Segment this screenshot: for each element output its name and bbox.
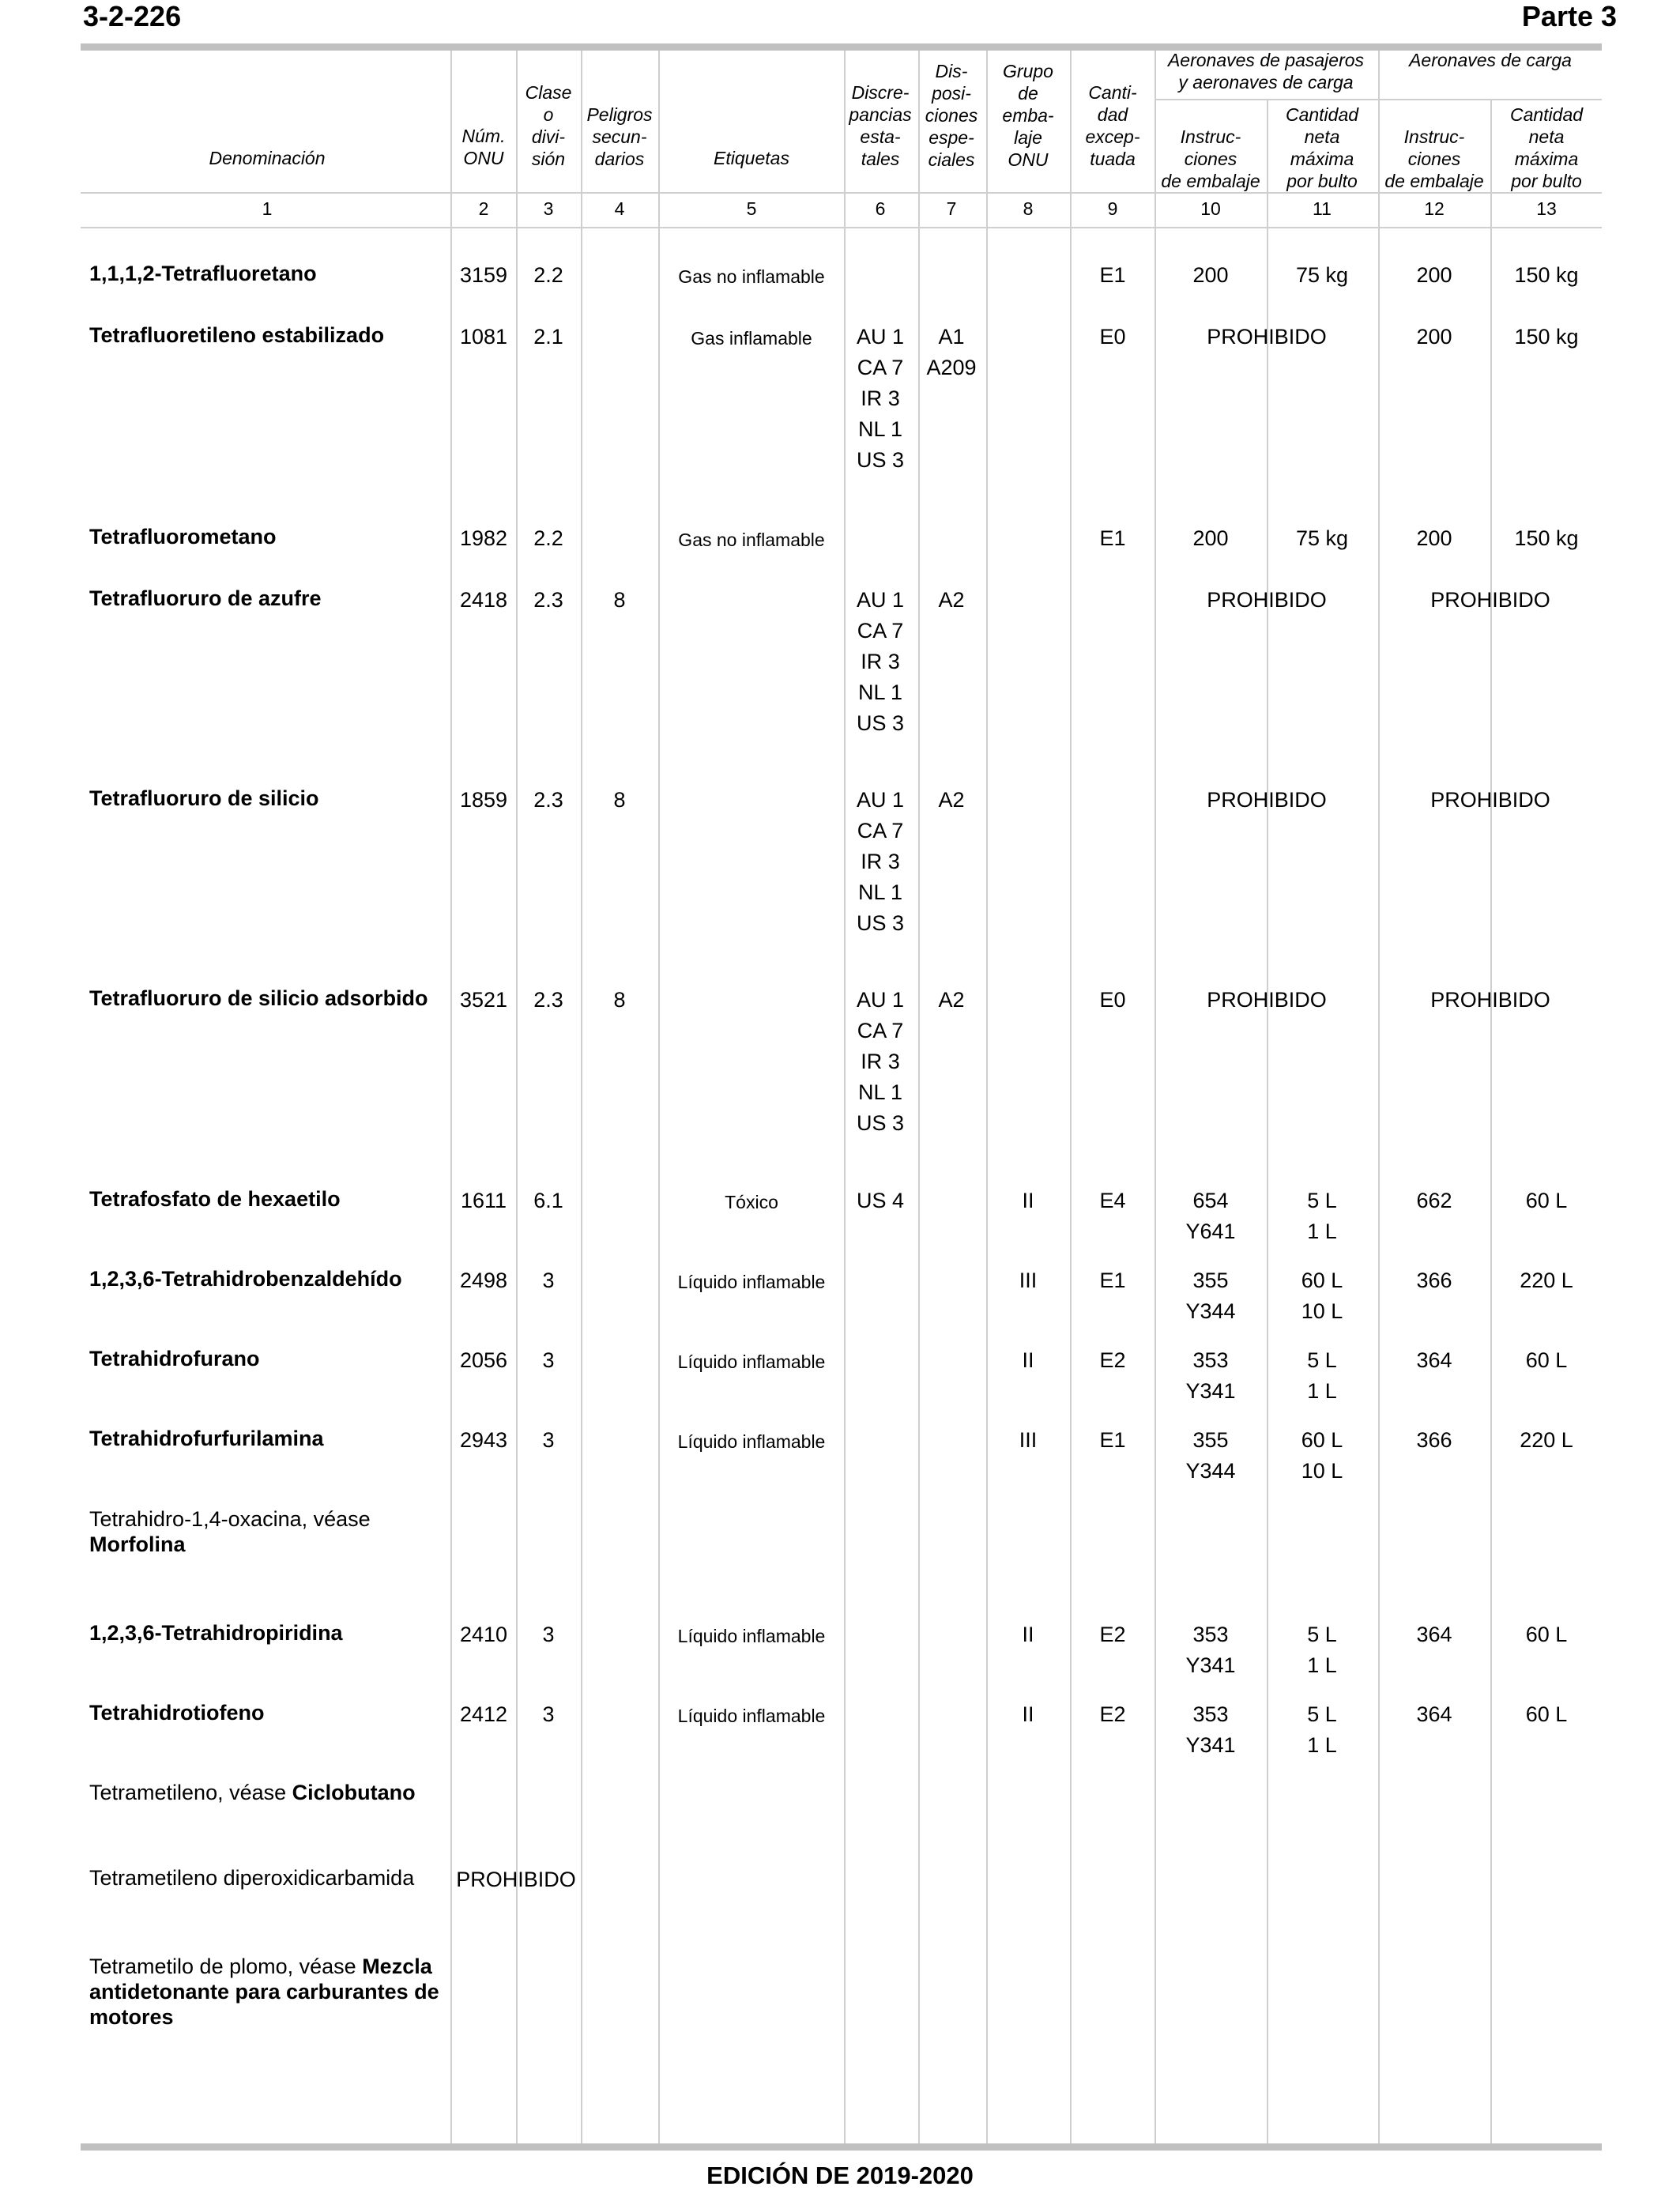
substance-name-bold: 1,2,3,6-Tetrahidrobenzaldehído [89, 1267, 402, 1291]
un-number: 2056 [459, 1348, 508, 1372]
secondary-hazard: 8 [613, 788, 626, 812]
column-number: 11 [1313, 198, 1332, 219]
class-division: 3 [542, 1702, 555, 1726]
max-quantity-cargo: 220 L [1520, 1428, 1573, 1452]
un-number: 2410 [459, 1623, 508, 1646]
un-number: 3521 [459, 988, 508, 1012]
forbidden-cargo: PROHIBIDO [1430, 588, 1550, 612]
max-quantity-passenger: 75 kg [1295, 263, 1349, 287]
column-divider [1267, 99, 1268, 2143]
state-discrepancies: US 4 [856, 1189, 905, 1212]
class-division: 2.2 [533, 263, 563, 287]
secondary-hazard: 8 [613, 588, 626, 612]
col-header-pi-cargo: Instruc- ciones de embalaje [1384, 126, 1484, 191]
max-quantity-cargo: 60 L [1525, 1623, 1568, 1646]
special-provisions: A2 [938, 788, 965, 812]
substance-name [89, 1780, 449, 1805]
substance-name-bold: Morfolina [89, 1532, 186, 1556]
un-number: 1982 [459, 526, 508, 550]
hazard-label: Líquido inflamable [677, 1706, 826, 1726]
packing-instruction-cargo: 200 [1416, 526, 1452, 550]
substance-name-bold: Tetrafosfato de hexaetilo [89, 1187, 341, 1211]
column-number: 10 [1200, 198, 1221, 219]
column-divider [516, 51, 518, 2143]
max-quantity-passenger: 60 L 10 L [1301, 1428, 1343, 1483]
column-divider [1155, 51, 1156, 2143]
class-division: 3 [542, 1348, 555, 1372]
max-quantity-cargo: 220 L [1520, 1269, 1573, 1292]
forbidden-passenger: PROHIBIDO [1207, 325, 1327, 349]
packing-instruction-cargo: 662 [1416, 1189, 1452, 1212]
max-quantity-passenger: 5 L 1 L [1307, 1189, 1337, 1243]
top-rule [81, 43, 1602, 51]
substance-name [89, 1186, 449, 1212]
substance-name-bold: Ciclobutano [292, 1781, 416, 1804]
max-quantity-cargo: 150 kg [1514, 263, 1579, 287]
column-number: 2 [478, 198, 489, 219]
max-quantity-cargo: 150 kg [1514, 526, 1579, 550]
column-number: 13 [1536, 198, 1557, 219]
substance-name-bold: Tetrafluoruro de azufre [89, 586, 322, 610]
packing-instruction-cargo: 366 [1416, 1269, 1452, 1292]
group-header-cargo: Aeronaves de carga [1409, 50, 1572, 70]
class-division: 2.3 [533, 588, 563, 612]
col-header-discrepancies: Discre- pancias esta- tales [849, 82, 912, 169]
un-number: 1081 [459, 325, 508, 349]
forbidden-all: PROHIBIDO [456, 1868, 576, 1891]
page-number: 3-2-226 [83, 0, 182, 32]
substance-name [89, 1700, 449, 1725]
column-divider [986, 51, 988, 2143]
col-header-qty-passenger: Cantidad neta máxima por bulto [1285, 104, 1359, 191]
substance-name-bold: Mezcla antidetonante para carburantes de motores [89, 1955, 439, 2029]
un-number: 3159 [459, 263, 508, 287]
un-number: 2412 [459, 1702, 508, 1726]
substance-name [89, 1266, 449, 1291]
bottom-rule [81, 2143, 1602, 2151]
class-division: 6.1 [533, 1189, 563, 1212]
substance-name [89, 1865, 449, 1891]
substance-name-bold: Tetrafluoretileno estabilizado [89, 323, 385, 347]
max-quantity-cargo: 60 L [1525, 1702, 1568, 1726]
row-divider [1155, 99, 1378, 100]
packing-instruction-passenger: 353 Y341 [1185, 1348, 1236, 1403]
substance-name-bold: 1,2,3,6-Tetrahidropiridina [89, 1621, 343, 1645]
column-number: 12 [1424, 198, 1445, 219]
packing-instruction-passenger: 200 [1192, 263, 1229, 287]
max-quantity-cargo: 60 L [1525, 1189, 1568, 1212]
packing-group: II [1022, 1189, 1034, 1212]
hazard-label: Gas no inflamable [678, 530, 825, 550]
excepted-quantity: E4 [1099, 1189, 1126, 1212]
max-quantity-passenger: 5 L 1 L [1307, 1623, 1337, 1677]
part-title: Parte 3 [1521, 0, 1617, 32]
substance-name [89, 1426, 449, 1451]
special-provisions: A1 A209 [926, 325, 977, 379]
column-number: 3 [543, 198, 554, 219]
class-division: 2.1 [533, 325, 563, 349]
column-number: 6 [875, 198, 886, 219]
substance-name-bold: 1,1,1,2-Tetrafluoretano [89, 262, 317, 285]
col-header-class: Clase o divi- sión [525, 82, 572, 169]
packing-instruction-cargo: 200 [1416, 325, 1452, 349]
substance-name-text: Tetrahidro-1,4-oxacina, véase [89, 1507, 371, 1531]
substance-name [89, 786, 449, 811]
substance-name [89, 1620, 449, 1646]
col-header-un: Núm. ONU [461, 126, 506, 168]
un-number: 1859 [459, 788, 508, 812]
column-divider [844, 51, 846, 2143]
row-divider [81, 192, 1602, 194]
edition-footer: EDICIÓN DE 2019-2020 [706, 2162, 974, 2189]
excepted-quantity: E0 [1099, 325, 1126, 349]
hazard-label: Líquido inflamable [677, 1626, 826, 1646]
packing-instruction-passenger: 353 Y341 [1185, 1702, 1236, 1757]
hazard-label: Gas no inflamable [678, 266, 825, 287]
max-quantity-cargo: 60 L [1525, 1348, 1568, 1372]
hazard-label: Tóxico [725, 1192, 778, 1212]
column-number: 1 [262, 198, 273, 219]
state-discrepancies: AU 1 CA 7 IR 3 NL 1 US 3 [856, 325, 905, 472]
column-divider [918, 51, 920, 2143]
class-division: 2.3 [533, 988, 563, 1012]
forbidden-passenger: PROHIBIDO [1207, 588, 1327, 612]
packing-instruction-passenger: 355 Y344 [1185, 1428, 1236, 1483]
excepted-quantity: E2 [1099, 1623, 1126, 1646]
excepted-quantity: E1 [1099, 1269, 1126, 1292]
substance-name-bold: Tetrahidrotiofeno [89, 1701, 265, 1725]
row-divider [81, 227, 1602, 228]
col-header-packing-group: Grupo de emba- laje ONU [1002, 61, 1054, 170]
substance-name [89, 322, 449, 348]
excepted-quantity: E1 [1099, 1428, 1126, 1452]
max-quantity-passenger: 75 kg [1295, 526, 1349, 550]
max-quantity-passenger: 5 L 1 L [1307, 1348, 1337, 1403]
substance-name-bold: Tetrafluorometano [89, 525, 277, 548]
class-division: 3 [542, 1428, 555, 1452]
packing-instruction-cargo: 364 [1416, 1623, 1452, 1646]
max-quantity-cargo: 150 kg [1514, 325, 1579, 349]
column-divider [658, 51, 660, 2143]
hazard-label: Líquido inflamable [677, 1272, 826, 1292]
class-division: 2.3 [533, 788, 563, 812]
packing-instruction-cargo: 364 [1416, 1348, 1452, 1372]
state-discrepancies: AU 1 CA 7 IR 3 NL 1 US 3 [856, 988, 905, 1135]
forbidden-passenger: PROHIBIDO [1207, 988, 1327, 1012]
un-number: 2418 [459, 588, 508, 612]
packing-group: III [1019, 1428, 1038, 1452]
packing-instruction-cargo: 366 [1416, 1428, 1452, 1452]
excepted-quantity: E1 [1099, 263, 1126, 287]
substance-name-bold: Tetrahidrofurano [89, 1347, 260, 1370]
substance-name [89, 1346, 449, 1371]
state-discrepancies: AU 1 CA 7 IR 3 NL 1 US 3 [856, 588, 905, 735]
col-header-secondary: Peligros secun- darios [586, 104, 653, 169]
col-header-pi-passenger: Instruc- ciones de embalaje [1161, 126, 1260, 191]
substance-name-bold: Tetrafluoruro de silicio [89, 786, 319, 810]
packing-group: III [1019, 1269, 1038, 1292]
column-divider [1070, 51, 1072, 2143]
substance-name [89, 261, 449, 286]
substance-name-text: Tetrametileno, véase [89, 1781, 292, 1804]
hazard-label: Líquido inflamable [677, 1431, 826, 1452]
excepted-quantity: E2 [1099, 1348, 1126, 1372]
column-divider [450, 51, 452, 2143]
substance-name-text: Tetrametileno diperoxidicarbamida [89, 1866, 415, 1890]
column-divider [581, 51, 582, 2143]
class-division: 3 [542, 1623, 555, 1646]
substance-name [89, 986, 449, 1011]
packing-group: II [1022, 1623, 1034, 1646]
secondary-hazard: 8 [613, 988, 626, 1012]
column-number: 5 [746, 198, 757, 219]
un-number: 2498 [459, 1269, 508, 1292]
un-number: 1611 [460, 1189, 507, 1212]
column-number: 8 [1023, 198, 1034, 219]
column-number: 4 [614, 198, 625, 219]
substance-name-bold: Tetrafluoruro de silicio adsorbido [89, 986, 428, 1010]
col-header-name: Denominación [209, 148, 326, 168]
hazard-label: Líquido inflamable [677, 1351, 826, 1372]
un-number: 2943 [459, 1428, 508, 1452]
col-header-special: Dis- posi- ciones espe- ciales [925, 61, 978, 170]
column-number: 7 [946, 198, 957, 219]
packing-instruction-passenger: 353 Y341 [1185, 1623, 1236, 1677]
packing-instruction-cargo: 364 [1416, 1702, 1452, 1726]
special-provisions: A2 [938, 988, 965, 1012]
substance-name [89, 524, 449, 549]
excepted-quantity: E2 [1099, 1702, 1126, 1726]
forbidden-cargo: PROHIBIDO [1430, 788, 1550, 812]
forbidden-passenger: PROHIBIDO [1207, 788, 1327, 812]
substance-name [89, 1954, 449, 2030]
col-header-qty-cargo: Cantidad neta máxima por bulto [1509, 104, 1584, 191]
packing-instruction-passenger: 355 Y344 [1185, 1269, 1236, 1323]
substance-name [89, 1506, 449, 1557]
class-division: 2.2 [533, 526, 563, 550]
class-division: 3 [542, 1269, 555, 1292]
packing-group: II [1022, 1348, 1034, 1372]
substance-name-bold: Tetrahidrofurfurilamina [89, 1427, 324, 1450]
max-quantity-passenger: 5 L 1 L [1307, 1702, 1337, 1757]
column-number: 9 [1107, 198, 1118, 219]
column-divider [1490, 99, 1492, 2143]
col-header-excepted: Canti- dad excep- tuada [1085, 82, 1140, 169]
group-header-passenger: Aeronaves de pasajeros y aeronaves de carga [1167, 50, 1365, 92]
hazard-label: Gas inflamable [691, 328, 812, 349]
state-discrepancies: AU 1 CA 7 IR 3 NL 1 US 3 [856, 788, 905, 935]
excepted-quantity: E0 [1099, 988, 1126, 1012]
packing-instruction-passenger: 654 Y641 [1185, 1189, 1236, 1243]
substance-name-text: Tetrametilo de plomo, véase [89, 1955, 363, 1978]
max-quantity-passenger: 60 L 10 L [1301, 1269, 1343, 1323]
packing-group: II [1022, 1702, 1034, 1726]
forbidden-cargo: PROHIBIDO [1430, 988, 1550, 1012]
col-header-labels: Etiquetas [714, 148, 789, 168]
row-divider [1378, 99, 1602, 100]
packing-instruction-cargo: 200 [1416, 263, 1452, 287]
substance-name [89, 586, 449, 611]
column-divider [1378, 51, 1380, 2143]
excepted-quantity: E1 [1099, 526, 1126, 550]
special-provisions: A2 [938, 588, 965, 612]
packing-instruction-passenger: 200 [1192, 526, 1229, 550]
